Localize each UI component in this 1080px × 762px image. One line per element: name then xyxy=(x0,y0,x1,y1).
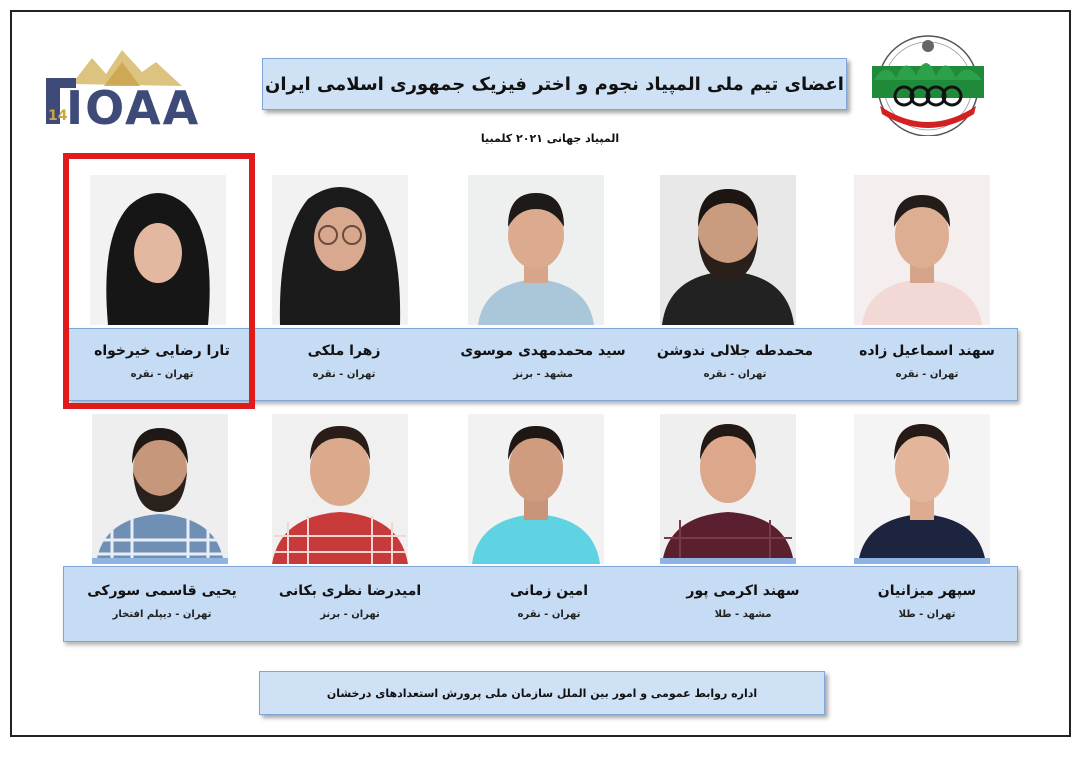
poster-title: اعضای تیم ملی المپیاد نجوم و اختر فیزیک جمهوری اسلامی ایران xyxy=(262,58,847,110)
member-city-medal: تهران - نقره xyxy=(130,369,194,380)
member-name: امیدرضا نظری بکانی xyxy=(278,583,422,599)
member-card xyxy=(645,343,825,380)
member-name: سهند اکرمی پور xyxy=(686,583,800,599)
selection-highlight xyxy=(63,153,255,409)
member-city-medal: تهران - دیپلم افتخار xyxy=(112,609,212,620)
member-city-medal: تهران - نقره xyxy=(517,609,581,620)
member-photo-sepehr-mizanian xyxy=(854,414,990,564)
member-photo-amin-zamani xyxy=(468,414,604,564)
member-name: امین زمانی xyxy=(509,583,589,599)
member-photo-zahra-maleki xyxy=(272,175,408,325)
member-photo-mohammadtaha-jalali xyxy=(660,175,796,325)
footer-credit: اداره روابط عمومی و امور بین الملل سازمان ملی پرورش استعدادهای درخشان xyxy=(259,671,825,715)
member-city-medal: تهران - طلا xyxy=(898,609,956,620)
member-city-medal: تهران - نقره xyxy=(895,369,959,380)
member-photo-omidreza-nazari xyxy=(272,414,408,564)
member-city-medal: تهران - برنز xyxy=(320,609,380,620)
member-photo-sahand-esmaeilzadeh xyxy=(854,175,990,325)
member-card xyxy=(259,343,429,380)
member-city-medal: تهران - نقره xyxy=(312,369,376,380)
member-city-medal: مشهد - برنز xyxy=(513,369,573,380)
member-city-medal: تهران - نقره xyxy=(703,369,767,380)
logo-wordmark: IOAA xyxy=(66,81,201,126)
member-card xyxy=(839,343,1015,380)
name-band-row2 xyxy=(63,566,1018,642)
member-photo-yahya-ghasemi xyxy=(92,414,228,564)
member-name: سید محمدمهدی موسوی xyxy=(460,343,626,359)
ioaa-logo xyxy=(44,44,229,126)
member-name: سپهر میزانیان xyxy=(877,583,977,599)
member-name: سهند اسماعیل زاده xyxy=(859,343,995,359)
member-photo-sahand-akramipour xyxy=(660,414,796,564)
member-name: یحیی قاسمی سورکی xyxy=(87,583,237,599)
member-card xyxy=(260,583,440,620)
member-city-medal: مشهد - طلا xyxy=(714,609,772,620)
member-card xyxy=(842,583,1012,620)
member-card xyxy=(464,583,634,620)
member-name: زهرا ملکی xyxy=(307,343,381,359)
member-card xyxy=(72,583,252,620)
logo-number: 14 xyxy=(48,108,68,124)
member-card xyxy=(455,343,631,380)
member-photo-mohammadmahdi-mousavi xyxy=(468,175,604,325)
member-card xyxy=(658,583,828,620)
member-name: محمدطه جلالی ندوشن xyxy=(656,343,814,359)
olympic-emblem-icon xyxy=(866,30,990,136)
poster-subtitle: المپیاد جهانی ۲۰۲۱ کلمبیا xyxy=(480,132,620,145)
member-name: تارا رضایی خیرخواه xyxy=(94,343,230,359)
